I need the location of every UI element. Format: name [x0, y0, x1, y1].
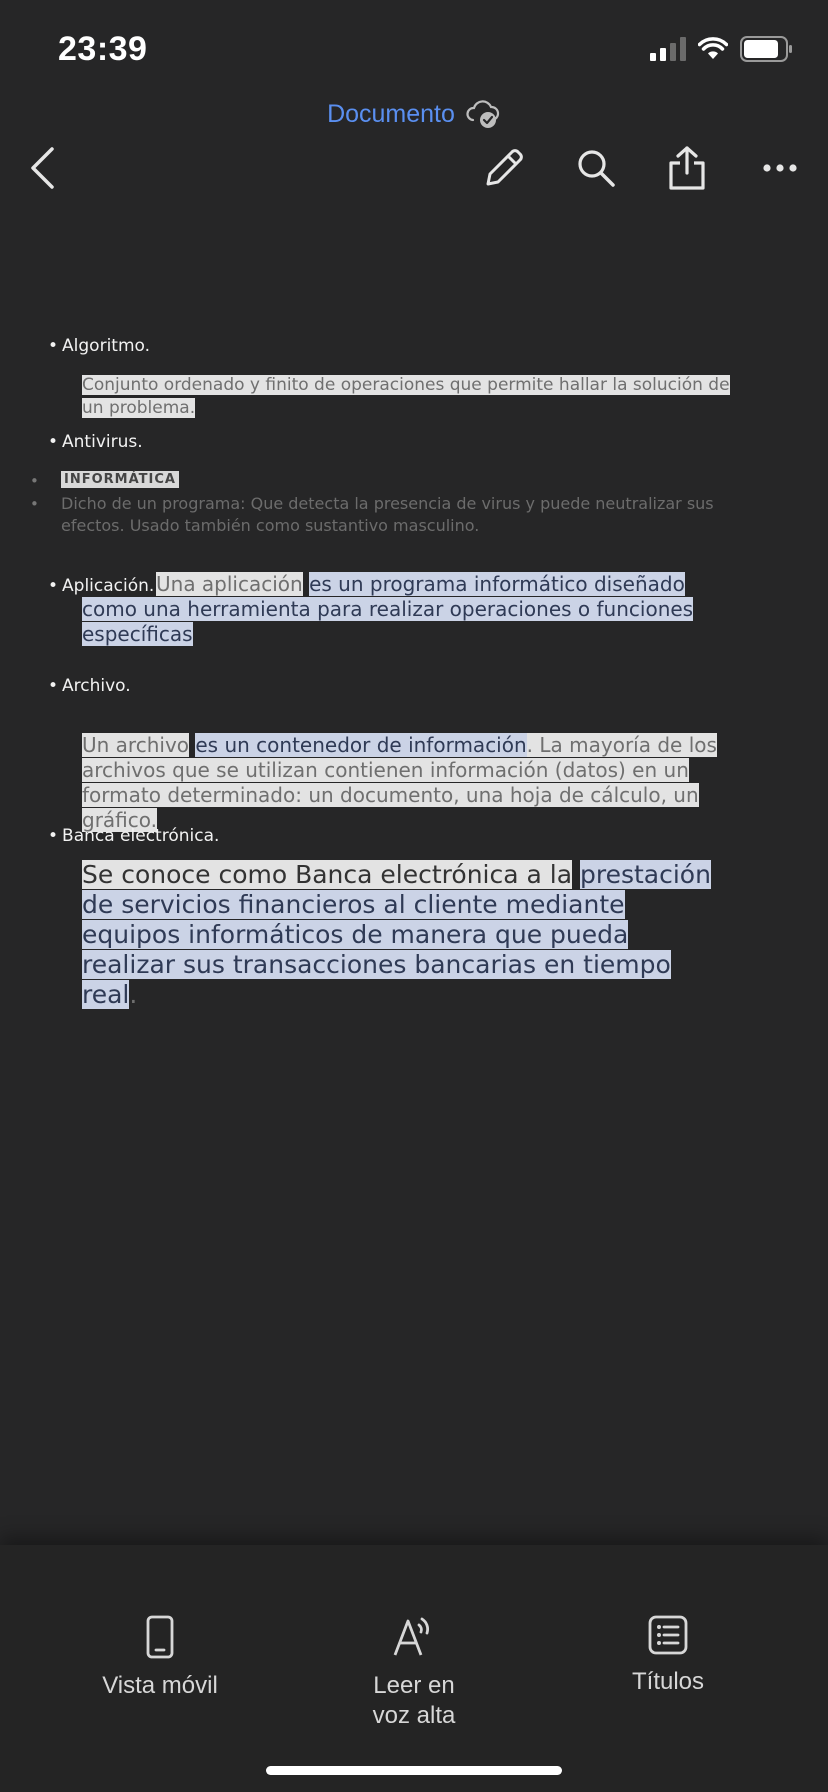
term-algoritmo: • Algoritmo.	[48, 336, 150, 356]
read-aloud-button[interactable]	[294, 1615, 534, 1731]
definition-banca-electronica	[82, 860, 722, 1010]
search-icon	[575, 147, 617, 189]
definition-archivo-highlight: es un contenedor de información	[195, 733, 527, 757]
share-button[interactable]	[659, 140, 715, 196]
more-dots-icon	[762, 163, 798, 173]
status-bar	[0, 0, 828, 100]
search-button[interactable]	[568, 140, 624, 196]
share-icon	[667, 145, 707, 191]
read-aloud-label: Leer en voz alta	[372, 1672, 456, 1729]
mobile-view-button[interactable]	[40, 1615, 280, 1701]
edit-button[interactable]	[476, 140, 532, 196]
definition-aplicacion	[82, 572, 732, 647]
more-options-button[interactable]	[752, 140, 808, 196]
list-bullet: •	[30, 472, 39, 490]
definition-antivirus: Dicho de un programa: Que detecta la presencia de virus y puede neutralizar sus efectos. Usado también como sustantivo masculino.	[61, 494, 714, 535]
definition-archivo-lead: Un archivo	[82, 733, 190, 757]
back-button[interactable]	[14, 140, 70, 196]
phone-icon	[145, 1615, 175, 1659]
definition-archivo-rest: . La mayoría de los archivos que se utilizan contienen información (datos) en un formato determinado: un documento, una hoja de cálculo, un gráfico.	[82, 733, 717, 832]
toolbar	[0, 140, 828, 204]
status-icons	[650, 36, 794, 62]
definition-archivo	[82, 733, 732, 833]
headings-button[interactable]	[548, 1615, 788, 1697]
headings-label: Títulos	[631, 1668, 705, 1695]
bottom-action-bar	[0, 1545, 828, 1792]
definition-banca-lead: Se conoce como Banca electrónica a la	[82, 860, 573, 889]
chevron-left-icon	[28, 146, 56, 190]
definition-algoritmo	[82, 374, 732, 420]
term-antivirus: • Antivirus.	[48, 432, 143, 452]
pencil-icon	[482, 146, 526, 190]
term-aplicacion: • Aplicación.	[48, 576, 154, 596]
definition-banca-end: .	[129, 980, 138, 1009]
term-banca-electronica: • Banca electrónica.	[48, 826, 219, 846]
document-title[interactable]: Documento	[327, 99, 455, 128]
definition-aplicacion-highlight: es un programa informático diseñado como una herramienta para realizar operaciones o funciones específicas	[82, 572, 694, 646]
status-time: 23:39	[58, 30, 148, 68]
list-icon	[648, 1615, 688, 1655]
definition-aplicacion-lead: Una aplicación	[156, 572, 303, 596]
wifi-icon	[698, 37, 728, 61]
definition-banca-highlight: prestación de servicios financieros al cliente mediante equipos informáticos de manera que pueda realizar sus transacciones bancarias en tiempo real	[82, 860, 711, 1009]
cloud-saved-icon	[465, 98, 501, 130]
home-indicator[interactable]	[266, 1766, 562, 1775]
category-tag: INFORMÁTICA	[61, 471, 179, 488]
term-archivo: • Archivo.	[48, 676, 131, 696]
document-body[interactable]	[0, 200, 828, 1540]
cellular-signal-icon	[650, 37, 686, 61]
read-aloud-icon	[392, 1615, 436, 1659]
mobile-view-label: Vista móvil	[102, 1672, 218, 1699]
definition-algoritmo-text: Conjunto ordenado y finito de operaciones que permite hallar la solución de un problema.	[82, 375, 730, 418]
list-bullet: •	[30, 495, 39, 513]
battery-icon	[740, 36, 794, 62]
document-title-row[interactable]	[0, 98, 828, 130]
